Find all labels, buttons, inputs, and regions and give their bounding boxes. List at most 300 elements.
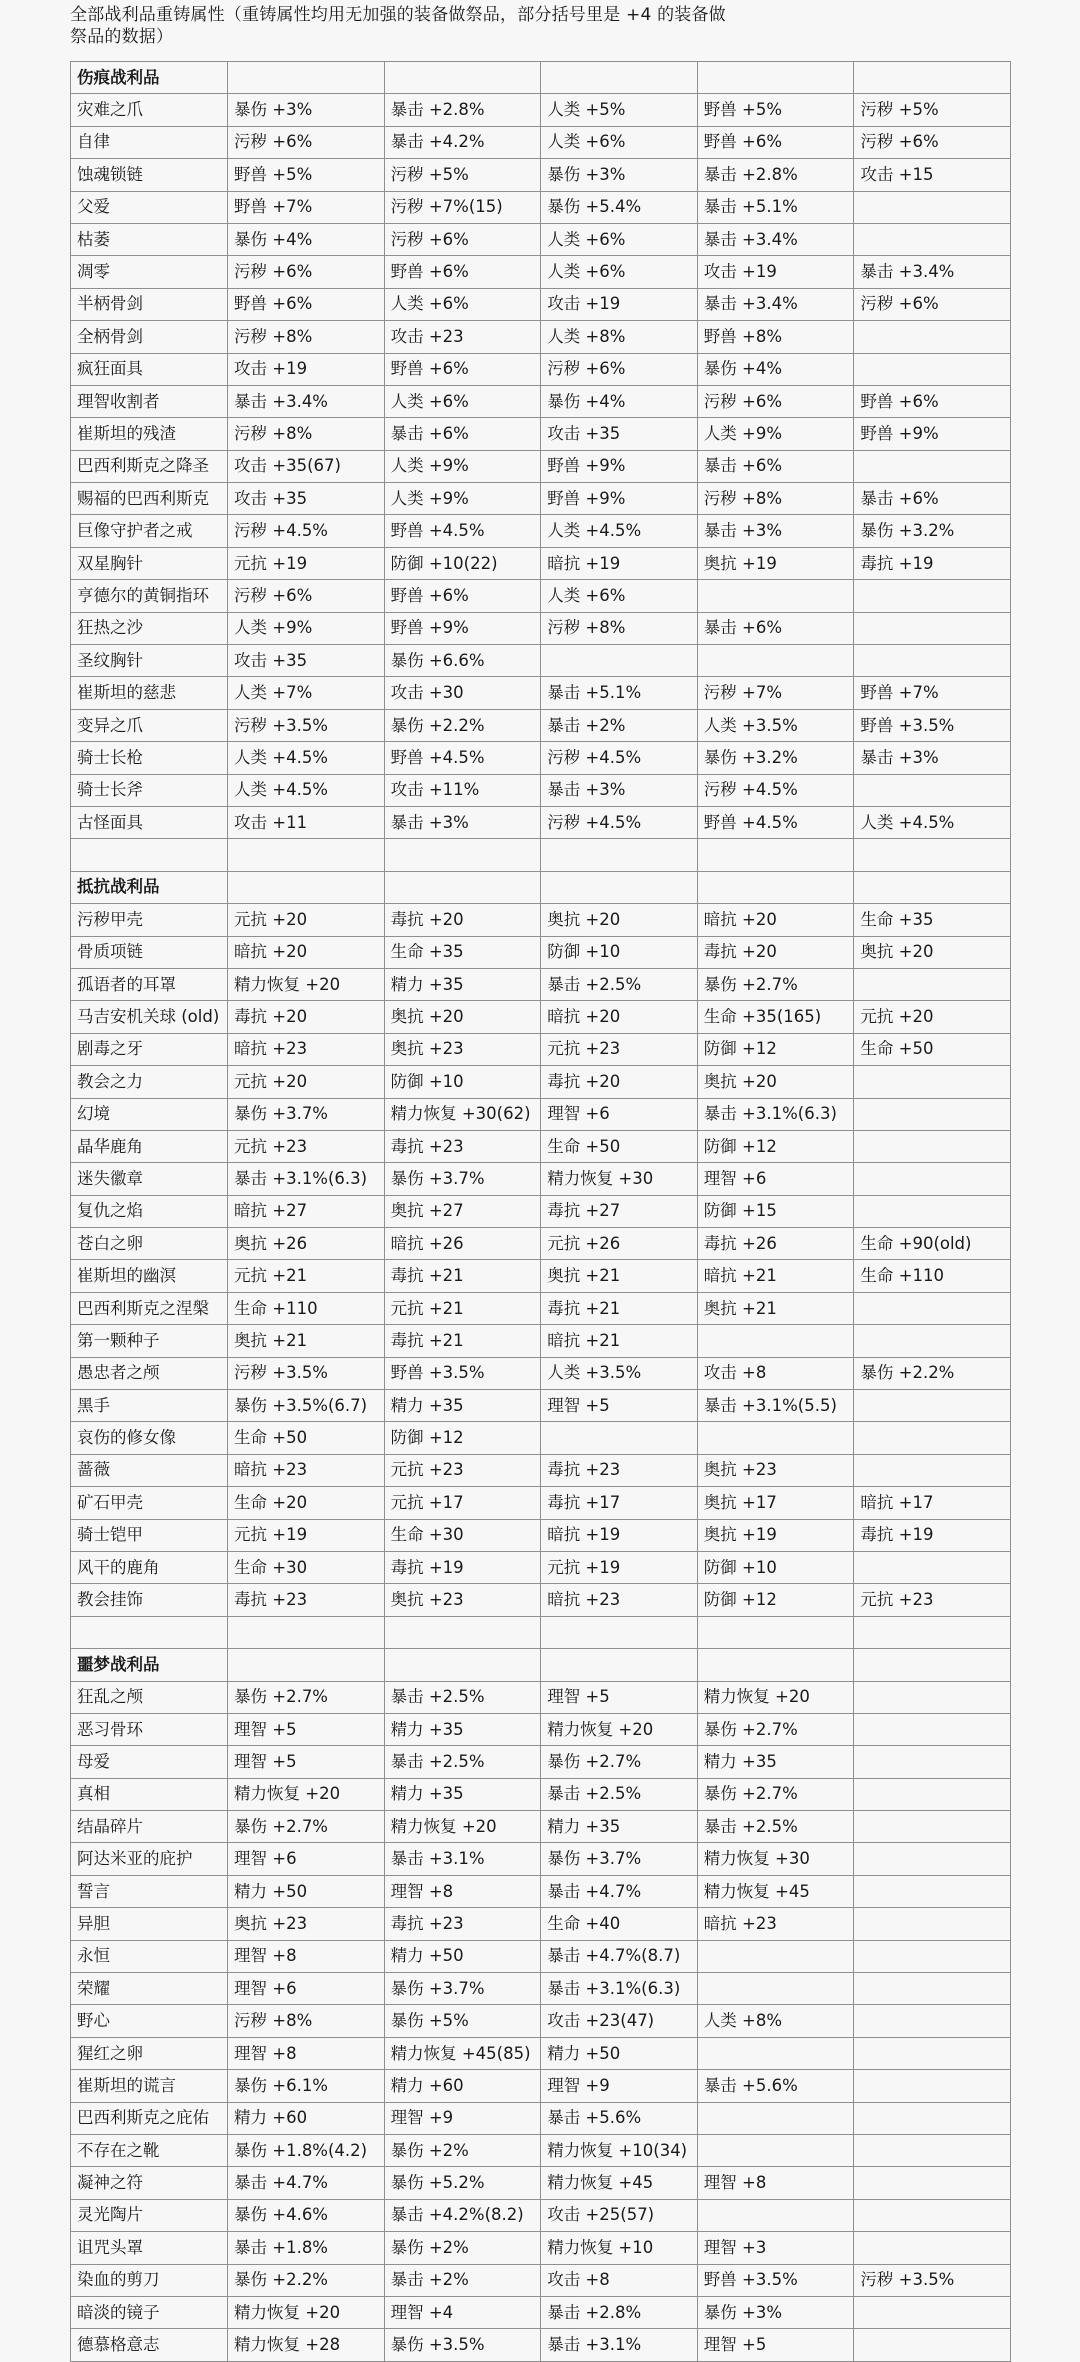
attribute-cell: 理智 +5: [541, 1681, 698, 1713]
attribute-cell: 暗抗 +23: [228, 1033, 385, 1065]
table-row: [71, 385, 1011, 417]
attribute-cell: [854, 2329, 1011, 2361]
item-name-cell: 崔斯坦的幽溟: [71, 1260, 228, 1292]
attribute-cell: 污秽 +6%: [697, 385, 854, 417]
attribute-cell: 暴伤 +3.5%: [384, 2329, 541, 2361]
attribute-cell: 暴伤 +3.7%: [384, 1163, 541, 1195]
blank-row: [71, 839, 1011, 871]
item-name-cell: 恶习骨环: [71, 1713, 228, 1745]
attribute-cell: 理智 +8: [384, 1875, 541, 1907]
attribute-cell: [854, 2296, 1011, 2328]
attribute-cell: [854, 612, 1011, 644]
attribute-cell: [384, 871, 541, 903]
table-row: [71, 191, 1011, 223]
attribute-cell: 污秽 +8%: [228, 321, 385, 353]
item-name-cell: 崔斯坦的慈悲: [71, 677, 228, 709]
attribute-cell: 元抗 +19: [228, 1519, 385, 1551]
attribute-cell: [854, 2135, 1011, 2167]
item-name-cell: 教会之力: [71, 1066, 228, 1098]
item-name-cell: 崔斯坦的残渣: [71, 418, 228, 450]
attribute-cell: [854, 62, 1011, 94]
attribute-cell: 暗抗 +20: [697, 904, 854, 936]
item-name-cell: 苍白之卵: [71, 1228, 228, 1260]
attribute-cell: 毒抗 +23: [384, 1908, 541, 1940]
attribute-cell: 精力 +50: [541, 2037, 698, 2069]
item-name-cell: 父爱: [71, 191, 228, 223]
item-name-cell: 全柄骨剑: [71, 321, 228, 353]
attribute-cell: 防御 +10: [697, 1551, 854, 1583]
table-row: [71, 94, 1011, 126]
attribute-cell: 暗抗 +23: [697, 1908, 854, 1940]
item-name-cell: 哀伤的修女像: [71, 1422, 228, 1454]
table-row: [71, 1487, 1011, 1519]
attribute-cell: 暴伤 +3.7%: [541, 1843, 698, 1875]
item-name-cell: 野心: [71, 2005, 228, 2037]
item-name-cell: 巴西利斯克之涅槃: [71, 1292, 228, 1324]
attribute-cell: [541, 1422, 698, 1454]
attribute-cell: 奥抗 +21: [228, 1325, 385, 1357]
attribute-cell: 理智 +5: [541, 1390, 698, 1422]
attribute-cell: 野兽 +6%: [854, 385, 1011, 417]
attribute-cell: 暴伤 +5.2%: [384, 2167, 541, 2199]
attribute-cell: 污秽 +8%: [228, 418, 385, 450]
attribute-cell: [854, 1940, 1011, 1972]
attribute-cell: [854, 1681, 1011, 1713]
attribute-cell: 污秽 +8%: [541, 612, 698, 644]
table-row: [71, 2005, 1011, 2037]
attribute-cell: [697, 2102, 854, 2134]
attribute-cell: 毒抗 +26: [697, 1228, 854, 1260]
item-name-cell: 德慕格意志: [71, 2329, 228, 2361]
attribute-cell: 暴击 +3.1%(6.3): [697, 1098, 854, 1130]
attribute-cell: 暴伤 +2.7%: [228, 1811, 385, 1843]
attribute-cell: 毒抗 +23: [541, 1454, 698, 1486]
attribute-cell: 暴击 +3%: [697, 515, 854, 547]
item-name-cell: 骑士铠甲: [71, 1519, 228, 1551]
table-row: [71, 1033, 1011, 1065]
attribute-cell: [697, 1973, 854, 2005]
item-name-cell: 崔斯坦的谎言: [71, 2070, 228, 2102]
attribute-cell: 野兽 +9%: [384, 612, 541, 644]
table-row: [71, 1940, 1011, 1972]
attribute-cell: 奥抗 +21: [697, 1292, 854, 1324]
attribute-cell: 精力 +60: [228, 2102, 385, 2134]
attribute-cell: [854, 2199, 1011, 2231]
attribute-cell: [854, 2102, 1011, 2134]
attribute-cell: [854, 1422, 1011, 1454]
table-row: [71, 1454, 1011, 1486]
attribute-cell: [384, 1616, 541, 1648]
attribute-cell: [854, 1713, 1011, 1745]
attribute-cell: 暴伤 +2.7%: [697, 968, 854, 1000]
attribute-cell: 人类 +7%: [228, 677, 385, 709]
attribute-cell: 防御 +12: [697, 1033, 854, 1065]
attribute-cell: 暴伤 +3.2%: [697, 742, 854, 774]
attribute-cell: 精力恢复 +20: [541, 1713, 698, 1745]
table-row: [71, 2199, 1011, 2231]
attribute-cell: 奥抗 +20: [541, 904, 698, 936]
attribute-cell: 野兽 +3.5%: [384, 1357, 541, 1389]
attribute-cell: 精力 +50: [384, 1940, 541, 1972]
attribute-cell: 奥抗 +20: [384, 1001, 541, 1033]
attribute-cell: 精力 +35: [384, 1778, 541, 1810]
attribute-cell: 攻击 +35: [228, 645, 385, 677]
item-name-cell: 巨像守护者之戒: [71, 515, 228, 547]
attribute-cell: 奥抗 +19: [697, 1519, 854, 1551]
attribute-cell: 野兽 +9%: [541, 483, 698, 515]
attribute-cell: [228, 1616, 385, 1648]
attribute-cell: 生命 +90(old): [854, 1228, 1011, 1260]
attribute-cell: 奥抗 +17: [697, 1487, 854, 1519]
attribute-cell: 暗抗 +17: [854, 1487, 1011, 1519]
attribute-cell: 人类 +5%: [541, 94, 698, 126]
table-row: [71, 1584, 1011, 1616]
item-name-cell: 染血的剪刀: [71, 2264, 228, 2296]
item-name-cell: 理智收割者: [71, 385, 228, 417]
item-name-cell: 第一颗种子: [71, 1325, 228, 1357]
attribute-cell: 奥抗 +23: [384, 1033, 541, 1065]
attribute-cell: [541, 645, 698, 677]
attribute-cell: 野兽 +3.5%: [697, 2264, 854, 2296]
attribute-cell: 暴伤 +3%: [228, 94, 385, 126]
attribute-cell: 暴伤 +3.7%: [384, 1973, 541, 2005]
attribute-cell: 暴伤 +2%: [384, 2135, 541, 2167]
table-row: [71, 1130, 1011, 1162]
attribute-cell: 暴击 +3.4%: [697, 288, 854, 320]
table-row: [71, 742, 1011, 774]
attribute-cell: 人类 +8%: [541, 321, 698, 353]
item-name-cell: 暗淡的镜子: [71, 2296, 228, 2328]
attribute-cell: 暴伤 +6.1%: [228, 2070, 385, 2102]
attribute-cell: 精力恢复 +45: [697, 1875, 854, 1907]
attribute-cell: 野兽 +6%: [384, 353, 541, 385]
attribute-cell: 暗抗 +20: [228, 936, 385, 968]
attribute-cell: 暗抗 +21: [697, 1260, 854, 1292]
attribute-cell: 暴击 +2.5%: [384, 1681, 541, 1713]
table-row: [71, 1066, 1011, 1098]
attribute-cell: 野兽 +5%: [228, 159, 385, 191]
item-name-cell: 灾难之爪: [71, 94, 228, 126]
table-row: [71, 1875, 1011, 1907]
item-name-cell: 巴西利斯克之庇佑: [71, 2102, 228, 2134]
table-row: [71, 1778, 1011, 1810]
attribute-cell: 生命 +30: [228, 1551, 385, 1583]
attribute-cell: 元抗 +19: [228, 547, 385, 579]
attribute-cell: 暴伤 +2%: [384, 2232, 541, 2264]
attribute-cell: 暴伤 +5.4%: [541, 191, 698, 223]
section-header-row: [71, 1649, 1011, 1681]
attribute-cell: 人类 +3.5%: [541, 1357, 698, 1389]
attribute-cell: [697, 645, 854, 677]
attribute-cell: [228, 1649, 385, 1681]
attribute-cell: [384, 62, 541, 94]
attribute-cell: 暴击 +2.5%: [541, 1778, 698, 1810]
attribute-cell: 暗抗 +23: [228, 1454, 385, 1486]
attribute-cell: 野兽 +6%: [697, 126, 854, 158]
attribute-cell: [854, 1908, 1011, 1940]
attribute-cell: [854, 2232, 1011, 2264]
attribute-cell: 野兽 +9%: [854, 418, 1011, 450]
attribute-cell: [541, 839, 698, 871]
attribute-cell: 暴击 +4.2%: [384, 126, 541, 158]
attribute-cell: [854, 223, 1011, 255]
attribute-cell: 元抗 +17: [384, 1487, 541, 1519]
attribute-cell: [854, 321, 1011, 353]
attribute-cell: [228, 62, 385, 94]
attribute-cell: 暴伤 +4%: [541, 385, 698, 417]
item-name-cell: 古怪面具: [71, 806, 228, 838]
section-header-row: [71, 871, 1011, 903]
attribute-cell: 攻击 +8: [541, 2264, 698, 2296]
attribute-cell: 奥抗 +20: [697, 1066, 854, 1098]
attribute-cell: 精力 +35: [541, 1811, 698, 1843]
attribute-cell: 精力恢复 +20: [384, 1811, 541, 1843]
attribute-cell: [541, 1616, 698, 1648]
attribute-cell: 精力 +35: [384, 1390, 541, 1422]
attribute-cell: 人类 +3.5%: [697, 709, 854, 741]
item-name-cell: 骨质项链: [71, 936, 228, 968]
attribute-cell: 防御 +12: [697, 1584, 854, 1616]
attribute-cell: [854, 1390, 1011, 1422]
attribute-cell: 暗抗 +23: [541, 1584, 698, 1616]
attribute-cell: 暴击 +6%: [854, 483, 1011, 515]
attribute-cell: 暴伤 +4%: [228, 223, 385, 255]
table-row: [71, 1325, 1011, 1357]
attribute-cell: 野兽 +7%: [854, 677, 1011, 709]
attribute-cell: [541, 871, 698, 903]
attribute-cell: 暴击 +4.2%(8.2): [384, 2199, 541, 2231]
table-row: [71, 159, 1011, 191]
table-row: [71, 806, 1011, 838]
attribute-cell: 元抗 +20: [228, 1066, 385, 1098]
attribute-cell: [854, 774, 1011, 806]
attribute-cell: 人类 +6%: [541, 126, 698, 158]
attribute-cell: 理智 +6: [228, 1973, 385, 2005]
attribute-cell: 暴击 +5.1%: [697, 191, 854, 223]
item-name-cell: 疯狂面具: [71, 353, 228, 385]
attribute-cell: 暴伤 +1.8%(4.2): [228, 2135, 385, 2167]
attribute-cell: 污秽 +4.5%: [228, 515, 385, 547]
attribute-cell: 暴击 +4.7%(8.7): [541, 1940, 698, 1972]
attribute-cell: 暴击 +5.1%: [541, 677, 698, 709]
attribute-cell: 攻击 +25(57): [541, 2199, 698, 2231]
table-row: [71, 547, 1011, 579]
item-name-cell: 黑手: [71, 1390, 228, 1422]
attribute-cell: 理智 +3: [697, 2232, 854, 2264]
attribute-cell: 元抗 +26: [541, 1228, 698, 1260]
item-name-cell: 狂热之沙: [71, 612, 228, 644]
attribute-cell: 生命 +35(165): [697, 1001, 854, 1033]
table-row: [71, 904, 1011, 936]
attribute-cell: [384, 1649, 541, 1681]
attribute-cell: 暴击 +3.1%: [384, 1843, 541, 1875]
item-name-cell: 阿达米亚的庇护: [71, 1843, 228, 1875]
attribute-cell: [697, 839, 854, 871]
attribute-cell: 生命 +35: [854, 904, 1011, 936]
item-name-cell: 复仇之焰: [71, 1195, 228, 1227]
attribute-cell: 暴伤 +3.2%: [854, 515, 1011, 547]
attribute-cell: 奥抗 +19: [697, 547, 854, 579]
attribute-cell: 理智 +8: [228, 2037, 385, 2069]
attribute-cell: 暴击 +1.8%: [228, 2232, 385, 2264]
attribute-cell: 暴击 +3%: [854, 742, 1011, 774]
attribute-cell: 毒抗 +27: [541, 1195, 698, 1227]
item-name-cell: 蔷薇: [71, 1454, 228, 1486]
attribute-cell: 人类 +6%: [384, 385, 541, 417]
table-row: [71, 645, 1011, 677]
item-name-cell: 骑士长斧: [71, 774, 228, 806]
table-row: [71, 709, 1011, 741]
attribute-cell: 暴击 +6%: [384, 418, 541, 450]
attribute-cell: 污秽 +8%: [228, 2005, 385, 2037]
attribute-cell: [854, 1325, 1011, 1357]
attribute-cell: 生命 +110: [228, 1292, 385, 1324]
attribute-cell: 攻击 +23(47): [541, 2005, 698, 2037]
attribute-cell: 污秽 +6%: [854, 288, 1011, 320]
item-name-cell: 圣纹胸针: [71, 645, 228, 677]
attribute-cell: 毒抗 +23: [384, 1130, 541, 1162]
attribute-cell: 暴击 +3%: [541, 774, 698, 806]
attribute-cell: 元抗 +21: [228, 1260, 385, 1292]
attribute-cell: [854, 1843, 1011, 1875]
attribute-cell: 精力恢复 +28: [228, 2329, 385, 2361]
attribute-cell: [697, 62, 854, 94]
item-name-cell: 孤语者的耳罩: [71, 968, 228, 1000]
attribute-cell: 攻击 +11%: [384, 774, 541, 806]
attribute-cell: [697, 871, 854, 903]
attribute-cell: 毒抗 +21: [384, 1260, 541, 1292]
attribute-cell: 污秽 +5%: [384, 159, 541, 191]
attribute-cell: 生命 +20: [228, 1487, 385, 1519]
attribute-cell: [854, 1616, 1011, 1648]
attribute-cell: 理智 +8: [697, 2167, 854, 2199]
attribute-cell: 暗抗 +20: [541, 1001, 698, 1033]
table-row: [71, 2329, 1011, 2361]
attribute-cell: 精力 +50: [228, 1875, 385, 1907]
attribute-cell: 暴伤 +5%: [384, 2005, 541, 2037]
table-row: [71, 256, 1011, 288]
table-row: [71, 1811, 1011, 1843]
attribute-cell: 理智 +8: [228, 1940, 385, 1972]
loot-reforge-table: [70, 61, 1011, 2362]
item-name-cell: 誓言: [71, 1875, 228, 1907]
attribute-cell: 暴击 +3.1%(6.3): [541, 1973, 698, 2005]
table-row: [71, 353, 1011, 385]
attribute-cell: [854, 353, 1011, 385]
attribute-cell: 暴击 +4.7%: [228, 2167, 385, 2199]
attribute-cell: 防御 +10: [541, 936, 698, 968]
table-row: [71, 1098, 1011, 1130]
item-name-cell: 蚀魂锁链: [71, 159, 228, 191]
attribute-cell: 暴击 +2.8%: [384, 94, 541, 126]
table-row: [71, 1001, 1011, 1033]
attribute-cell: 暴伤 +3%: [541, 159, 698, 191]
attribute-cell: 精力恢复 +30: [697, 1843, 854, 1875]
attribute-cell: [697, 1422, 854, 1454]
attribute-cell: 毒抗 +21: [384, 1325, 541, 1357]
attribute-cell: 精力恢复 +30(62): [384, 1098, 541, 1130]
attribute-cell: 暴击 +4.7%: [541, 1875, 698, 1907]
attribute-cell: 污秽 +6%: [228, 256, 385, 288]
attribute-cell: 污秽 +3.5%: [228, 1357, 385, 1389]
attribute-cell: 攻击 +23: [384, 321, 541, 353]
attribute-cell: 人类 +6%: [541, 580, 698, 612]
attribute-cell: 污秽 +6%: [228, 580, 385, 612]
attribute-cell: 生命 +50: [541, 1130, 698, 1162]
attribute-cell: [854, 839, 1011, 871]
attribute-cell: [541, 62, 698, 94]
attribute-cell: 暴击 +2.8%: [697, 159, 854, 191]
table-row: [71, 1681, 1011, 1713]
attribute-cell: 元抗 +23: [228, 1130, 385, 1162]
attribute-cell: [854, 1973, 1011, 2005]
attribute-cell: 精力恢复 +30: [541, 1163, 698, 1195]
attribute-cell: [854, 1292, 1011, 1324]
attribute-cell: 野兽 +7%: [228, 191, 385, 223]
attribute-cell: 污秽 +4.5%: [697, 774, 854, 806]
attribute-cell: 理智 +5: [697, 2329, 854, 2361]
attribute-cell: 人类 +9%: [384, 450, 541, 482]
table-row: [71, 1713, 1011, 1745]
attribute-cell: 野兽 +4.5%: [697, 806, 854, 838]
intro-text: [70, 4, 750, 48]
item-name-cell: 晶华鹿角: [71, 1130, 228, 1162]
attribute-cell: 元抗 +20: [854, 1001, 1011, 1033]
attribute-cell: 暴伤 +2.7%: [541, 1746, 698, 1778]
attribute-cell: 暴伤 +2.7%: [228, 1681, 385, 1713]
attribute-cell: [854, 1130, 1011, 1162]
attribute-cell: 奥抗 +20: [854, 936, 1011, 968]
attribute-cell: [697, 2199, 854, 2231]
attribute-cell: 奥抗 +23: [384, 1584, 541, 1616]
attribute-cell: 暴伤 +6.6%: [384, 645, 541, 677]
attribute-cell: [854, 1649, 1011, 1681]
attribute-cell: 元抗 +21: [384, 1292, 541, 1324]
table-row: [71, 677, 1011, 709]
attribute-cell: 奥抗 +26: [228, 1228, 385, 1260]
attribute-cell: 暴击 +2.8%: [541, 2296, 698, 2328]
attribute-cell: 毒抗 +20: [697, 936, 854, 968]
item-name-cell: 污秽甲壳: [71, 904, 228, 936]
section-header-row: [71, 62, 1011, 94]
table-row: [71, 612, 1011, 644]
item-name-cell: 愚忠者之颅: [71, 1357, 228, 1389]
attribute-cell: 暗抗 +21: [541, 1325, 698, 1357]
item-name-cell: 半柄骨剑: [71, 288, 228, 320]
attribute-cell: 污秽 +8%: [697, 483, 854, 515]
attribute-cell: 毒抗 +19: [854, 547, 1011, 579]
attribute-cell: 生命 +50: [228, 1422, 385, 1454]
table-row: [71, 1973, 1011, 2005]
attribute-cell: 人类 +6%: [541, 223, 698, 255]
attribute-cell: [854, 450, 1011, 482]
attribute-cell: 精力恢复 +20: [228, 1778, 385, 1810]
item-name-cell: 双星胸针: [71, 547, 228, 579]
attribute-cell: 暴击 +3.1%: [541, 2329, 698, 2361]
table-row: [71, 288, 1011, 320]
table-row: [71, 1228, 1011, 1260]
item-name-cell: 真相: [71, 1778, 228, 1810]
attribute-cell: [854, 2037, 1011, 2069]
attribute-cell: 精力恢复 +10(34): [541, 2135, 698, 2167]
attribute-cell: 暴击 +2.5%: [384, 1746, 541, 1778]
attribute-cell: 防御 +12: [384, 1422, 541, 1454]
attribute-cell: 精力 +60: [384, 2070, 541, 2102]
table-row: [71, 580, 1011, 612]
attribute-cell: 元抗 +20: [228, 904, 385, 936]
attribute-cell: 生命 +110: [854, 1260, 1011, 1292]
attribute-cell: 奥抗 +27: [384, 1195, 541, 1227]
